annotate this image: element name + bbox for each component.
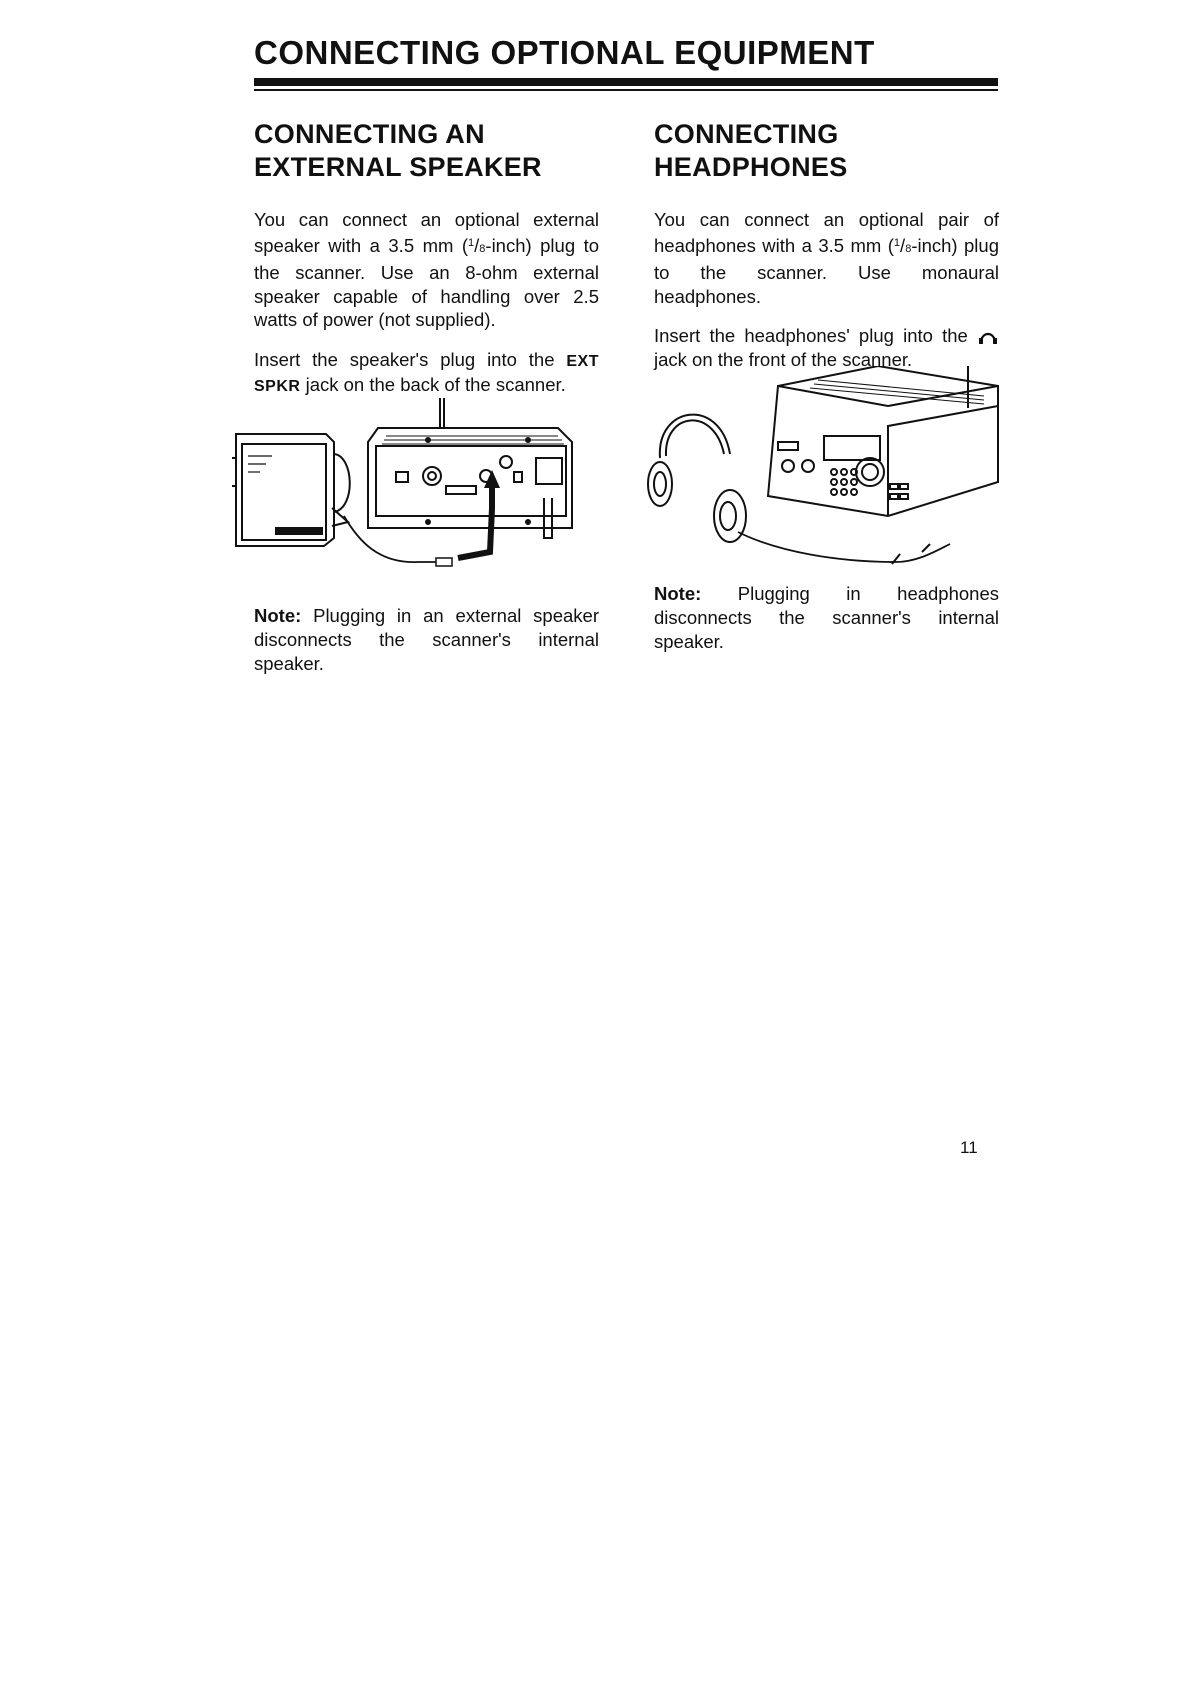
heading-line: CONNECTING	[654, 119, 839, 149]
speaker-note: Note: Plugging in an external speaker disconnects the scanner's internal speaker.	[254, 605, 599, 674]
heading-line: CONNECTING AN	[254, 119, 485, 149]
external-speaker-section	[254, 118, 599, 415]
external-speaker-icon	[232, 434, 350, 546]
external-speaker-heading	[254, 118, 599, 184]
note-label: Note:	[654, 583, 702, 604]
heading-line: EXTERNAL SPEAKER	[254, 152, 542, 182]
title-rule-thin	[254, 89, 998, 91]
fraction-numerator: 1	[893, 236, 901, 249]
headphones-jack-icon	[977, 325, 999, 345]
speaker-insert-paragraph: Insert the speaker's plug into the EXT SPKR jack on the back of the scanner.	[254, 348, 599, 395]
page-title: CONNECTING OPTIONAL EQUIPMENT	[254, 34, 875, 71]
headphones-note: Note: Plugging in headphones disconnects the scanner's internal speaker.	[654, 583, 999, 652]
title-rule-thick	[254, 78, 998, 86]
headphones-section	[654, 118, 999, 387]
speaker-intro-paragraph: You can connect an optional external speaker with a 3.5 mm ($^1$/8-inch) plug to the scanner. Use an 8-ohm external speaker capable of handling over 2.5 watts of power (not supplied).	[254, 209, 599, 330]
note-label: Note:	[254, 605, 302, 626]
heading-line: HEADPHONES	[654, 152, 848, 182]
headphones-icon	[648, 415, 746, 542]
headphones-intro-paragraph: You can connect an optional pair of headphones with a 3.5 mm ($^1$/8-inch) plug to the scanner. Use monaural headphones.	[654, 209, 999, 307]
headphones-insert-paragraph: Insert the headphones' plug into the jack on the front of the scanner.	[654, 324, 999, 371]
headphones-heading	[654, 118, 999, 184]
ext-spkr-label: EXT SPKR	[254, 352, 599, 395]
page-number: 11	[960, 1138, 978, 1157]
scanner-front-icon	[768, 366, 998, 516]
fraction-numerator: 1	[468, 236, 475, 249]
external-speaker-illustration	[228, 398, 628, 584]
scanner-back-icon	[368, 398, 572, 538]
fraction-denominator: 8	[905, 242, 912, 255]
headphones-illustration	[638, 366, 1010, 578]
fraction-denominator: 8	[479, 242, 486, 255]
